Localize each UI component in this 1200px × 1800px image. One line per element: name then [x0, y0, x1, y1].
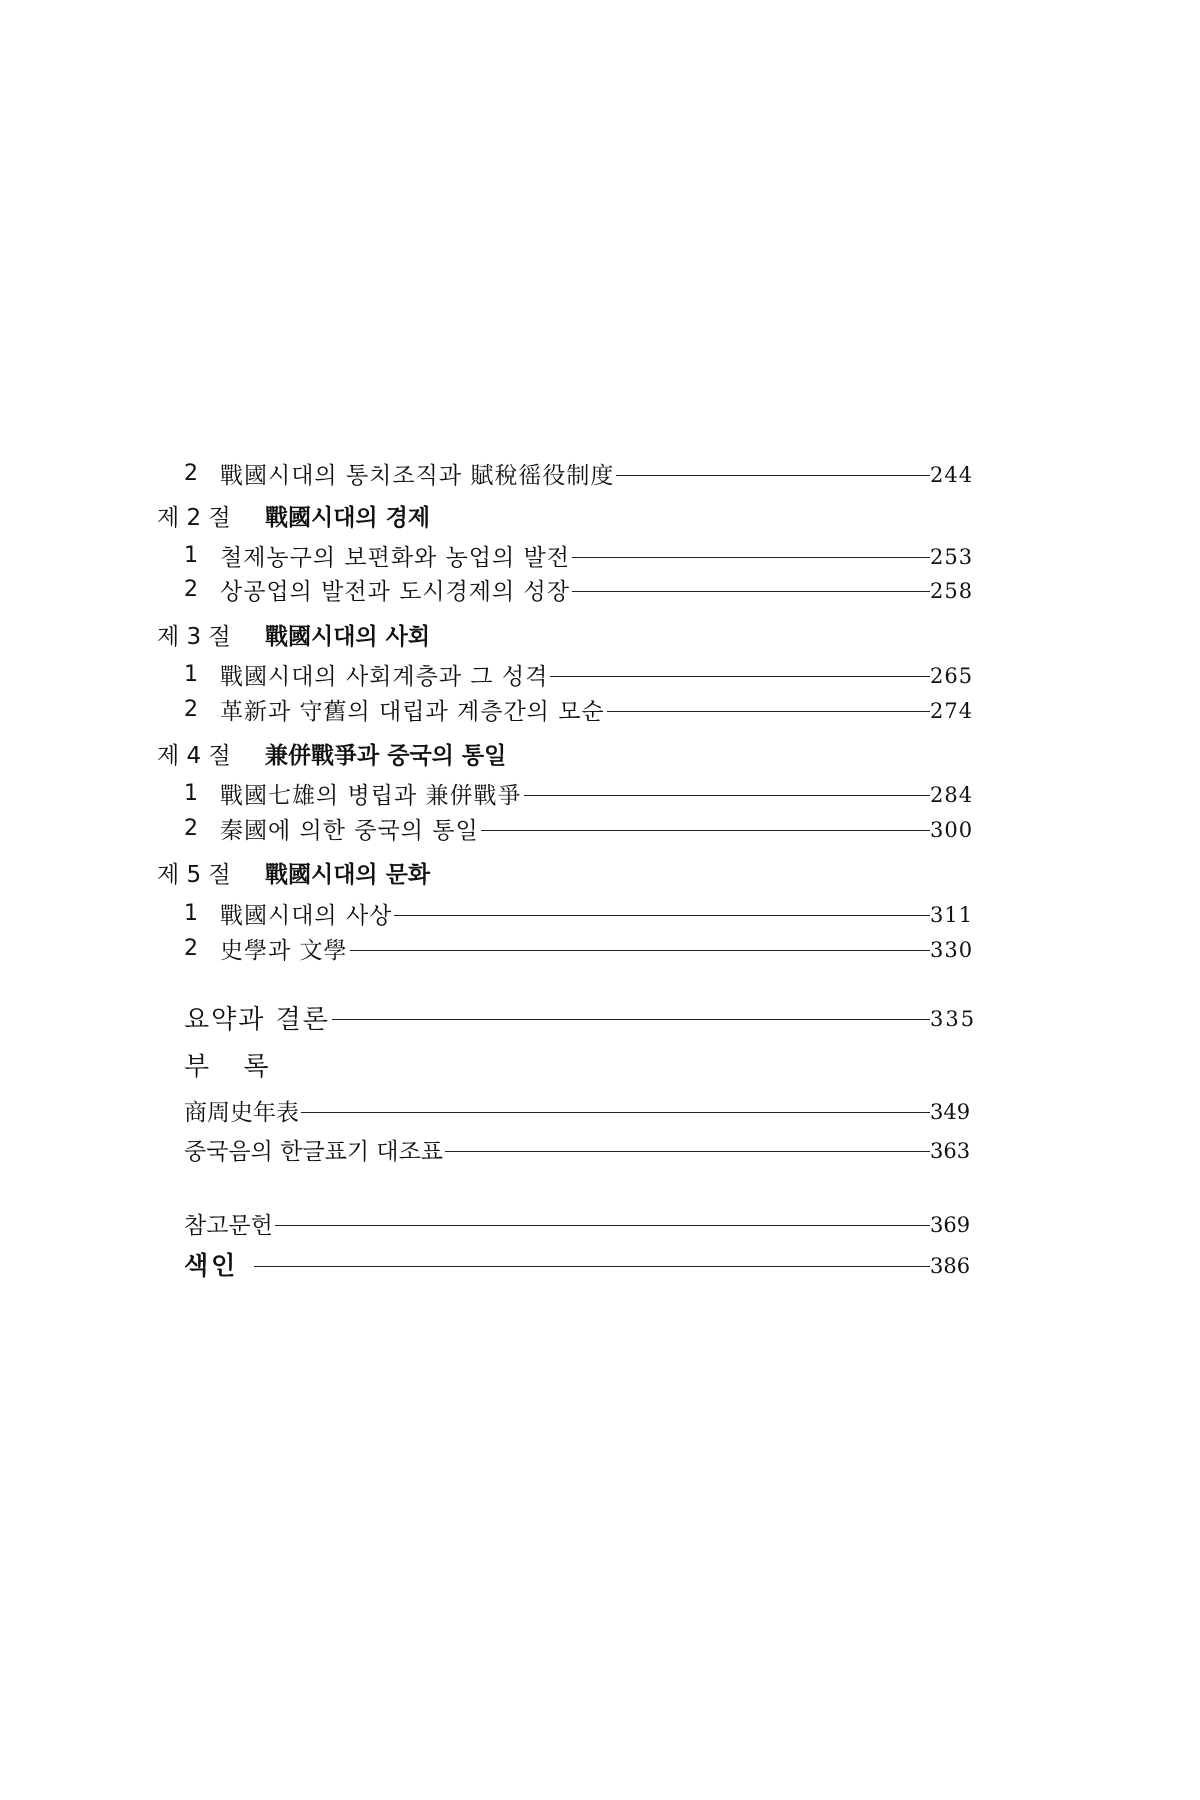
toc-section-heading [157, 498, 430, 532]
entry-number: 1 [184, 542, 199, 568]
entry-title: 秦國에 의한 중국의 통일 [220, 817, 479, 844]
dot-leader [394, 915, 930, 916]
section-title: 戰國시대의 경제 [265, 504, 431, 531]
entry-number: 1 [184, 661, 199, 687]
dot-leader [524, 795, 931, 796]
toc-appendix-heading [184, 1044, 271, 1084]
section-title: 兼併戰爭과 중국의 통일 [265, 742, 507, 769]
entry-title: 戰國시대의 통치조직과 賦稅徭役制度 [220, 462, 615, 489]
entry-number: 1 [184, 780, 199, 806]
dot-leader [550, 676, 930, 677]
entry-title: 상공업의 발전과 도시경제의 성장 [220, 578, 570, 605]
page-number: 244 [930, 463, 974, 487]
toc-entry [184, 692, 974, 726]
entry-number: 2 [184, 815, 199, 841]
toc-section-heading [157, 736, 506, 770]
toc-entry [184, 776, 974, 810]
page-number: 274 [930, 699, 974, 723]
toc-entry [184, 456, 974, 490]
dot-leader [616, 475, 930, 476]
index-title: 색인 [184, 1251, 239, 1280]
toc-appendix-item [184, 1092, 970, 1128]
toc-entry [184, 931, 974, 965]
references-title: 참고문헌 [184, 1212, 273, 1239]
dot-leader [445, 1151, 930, 1152]
dot-leader [572, 591, 930, 592]
toc-index [184, 1244, 970, 1284]
page-number: 311 [930, 903, 974, 927]
page-number: 258 [930, 579, 974, 603]
entry-number: 2 [184, 935, 199, 961]
page-number: 335 [930, 1007, 977, 1031]
dot-leader [350, 950, 930, 951]
page-number: 363 [930, 1139, 971, 1163]
section-label: 제 2 절 [157, 504, 231, 531]
dot-leader [481, 830, 930, 831]
toc-entry [184, 896, 974, 930]
appendix-item-title: 중국음의 한글표기 대조표 [184, 1138, 444, 1165]
section-title: 戰國시대의 사회 [265, 623, 431, 650]
section-label: 제 3 절 [157, 623, 231, 650]
entry-title: 戰國七雄의 병립과 兼併戰爭 [220, 782, 522, 809]
section-title: 戰國시대의 문화 [265, 861, 431, 888]
entry-title: 革新과 守舊의 대립과 계층간의 모순 [220, 698, 605, 725]
page-number: 330 [930, 938, 974, 962]
section-label: 제 5 절 [157, 861, 231, 888]
dot-leader [275, 1225, 930, 1226]
entry-title: 戰國시대의 사회계층과 그 성격 [220, 663, 549, 690]
page-number: 265 [930, 664, 974, 688]
toc-references [184, 1204, 970, 1242]
page-number: 284 [930, 783, 974, 807]
toc-appendix-item [184, 1131, 970, 1167]
toc-summary [184, 997, 977, 1037]
entry-number: 1 [184, 900, 199, 926]
dot-leader [301, 1112, 930, 1113]
page-number: 349 [930, 1100, 971, 1124]
toc-entry [184, 538, 974, 572]
toc-entry [184, 811, 974, 845]
appendix-title: 부 록 [184, 1051, 271, 1082]
page-number: 386 [930, 1254, 971, 1278]
dot-leader [607, 711, 930, 712]
toc-entry [184, 657, 974, 691]
entry-title: 철제농구의 보편화와 농업의 발전 [220, 544, 570, 571]
toc-section-heading [157, 855, 430, 889]
entry-number: 2 [184, 576, 199, 602]
dot-leader [254, 1266, 930, 1267]
page-number: 253 [930, 545, 974, 569]
toc-section-heading [157, 617, 430, 651]
dot-leader [332, 1019, 930, 1020]
entry-title: 史學과 文學 [220, 937, 348, 964]
entry-number: 2 [184, 696, 199, 722]
section-label: 제 4 절 [157, 742, 231, 769]
summary-title: 요약과 결론 [184, 1004, 330, 1035]
entry-title: 戰國시대의 사상 [220, 902, 393, 929]
page-number: 300 [930, 818, 974, 842]
page-number: 369 [930, 1213, 971, 1237]
entry-number: 2 [184, 460, 199, 486]
dot-leader [572, 557, 930, 558]
toc-entry [184, 572, 974, 606]
appendix-item-title: 商周史年表 [184, 1099, 299, 1126]
